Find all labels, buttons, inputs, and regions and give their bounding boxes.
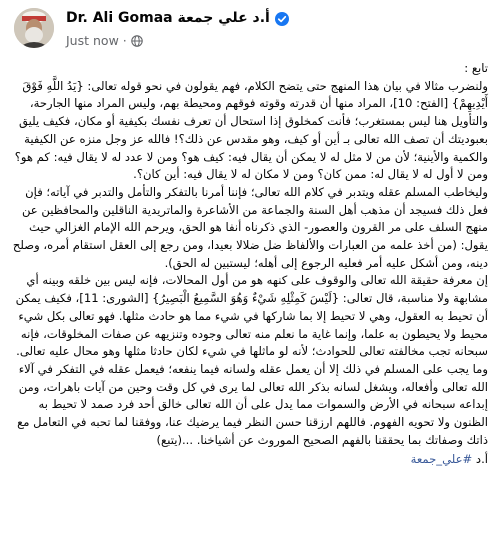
signature-prefix: أ.د — [472, 452, 488, 467]
post-meta — [66, 33, 143, 48]
post-paragraph: ولنضرب مثالا في بيان هذا المنهج حتى يتضح الكلام، فهم يقولون في نحو قوله تعالى: {يَدُ اللَّهِ فَوْقَ أَيْدِيهِمْ} [الفتح: 10]، المراد منها أن قدرته وقوته فوقهم ومحيطة بهم، وليس المراد منها الجارحة، والتأويل هنا ليس بمستغرب؛ فأنت كمخلوق إذا استحال أن تعرف نفسك بكيفية أو مكان، فكيف يليق بعبوديتك أن تصف الله تعالى بـ أين أو كيف، وهو مقدس عن ذلك؟! فالله عز وجل منزه عن الكيفية والكمية والأينية؛ لأن من لا مثل له لا يمكن أن يقال فيه: كيف هو؟ ومن لا عدد له لا يقال فيه: كم هو؟ ومن لا أول له لا يقال له: ممن كان؟ ومن لا مكان له لا يقال فيه: أين كان؟. — [14, 78, 488, 182]
avatar-image — [14, 8, 54, 48]
author-name[interactable]: Dr. Ali Gomaa أ.د علي جمعة — [66, 10, 270, 26]
post-paragraph: وليخاطب المسلم عقله ويتدبر في كلام الله تعالى؛ فإننا أمرنا بالتفكر والتأمل والتدبر في آياته؛ فإن فعل ذلك فسيجد أن مذهب أهل السنة والجماعة من الأشاعرة والماتريدية الناقلين والمحافظين عن منهج السلف على مر القرون والعصور- الذي ذكرناه أنفا هو الحق، ويرحم الله الإمام الغزالي حيث يقول: (من أخذ علمه من العبارات والألفاظ ضل ضلالا بعيدا، ومن رجع إلى العقل استقام أمره، وصلح دينه، ومن أشكل عليه أمر فعليه الرجوع إلى أهله؛ ليستبين له الحق). — [12, 184, 488, 270]
hashtag-link[interactable]: #علي_جمعة — [410, 452, 473, 467]
post-paragraph: إن معرفة حقيقة الله تعالى والوقوف على كنهه هو من أول المحالات، فإنه ليس بين خلقه وبينه أي مشابهة ولا مناسبة، قال تعالى: {لَيْسَ كَمِثْلِهِ شَيْءٌ وَهُوَ السَّمِيعُ الْبَصِيرُ} [الشورى: 11]، فكيف يمكن أن تحيط به العقول، وهي لا تحيط إلا بما شاركها في شيء مما هو حادث مثلها. فهو تعالى بكل شيء محيط ولا يحيطون به علما، وإنما غاية ما نعلم منه تعالى وجوده وتنزيهه عن صفات المخلوقات، فإنه سبحانه تجب مخالفته تعالى للحوادث؛ لأنه لو ماثلها في شيء لكان حادثا مثلها وهو محال عليه تعالى. — [15, 273, 488, 359]
verified-badge-icon — [275, 11, 289, 25]
post-paragraph: وما يجب على المسلم في ذلك إلا أن يعمل عقله ولسانه فيما ينفعه؛ فيعمل عقله في التفكر في آلاء الله تعالى وأفعاله، ويشغل لسانه بذكر الله تعالى لما يرى في كل وقت وحين من آيات باهرات، ومن إبداعه سبحانه في الأرض والسموات مما يدل على أن الله تعالى خالق أحد فرد صمد لا تحيط به الظنون ولا تحويه الفهوم. فاللهم ارزقنا حسن النظر فيما يرضيك عنا، ووفقنا لما تحبه في التعامل مع ذاتك وصفاتك بما يحققنا بالفهم الصحيح الموروث عن أشياخنا. ...(يتبع) — [17, 361, 488, 447]
avatar[interactable] — [14, 8, 54, 48]
post-header — [0, 0, 502, 58]
signature-line — [12, 451, 488, 469]
post-timestamp[interactable]: Just now — [66, 33, 119, 48]
globe-icon[interactable] — [131, 35, 143, 47]
author-line — [66, 10, 289, 26]
post-body — [12, 60, 488, 469]
post-paragraph: تابع : — [464, 61, 488, 75]
meta-separator: · — [122, 33, 127, 48]
